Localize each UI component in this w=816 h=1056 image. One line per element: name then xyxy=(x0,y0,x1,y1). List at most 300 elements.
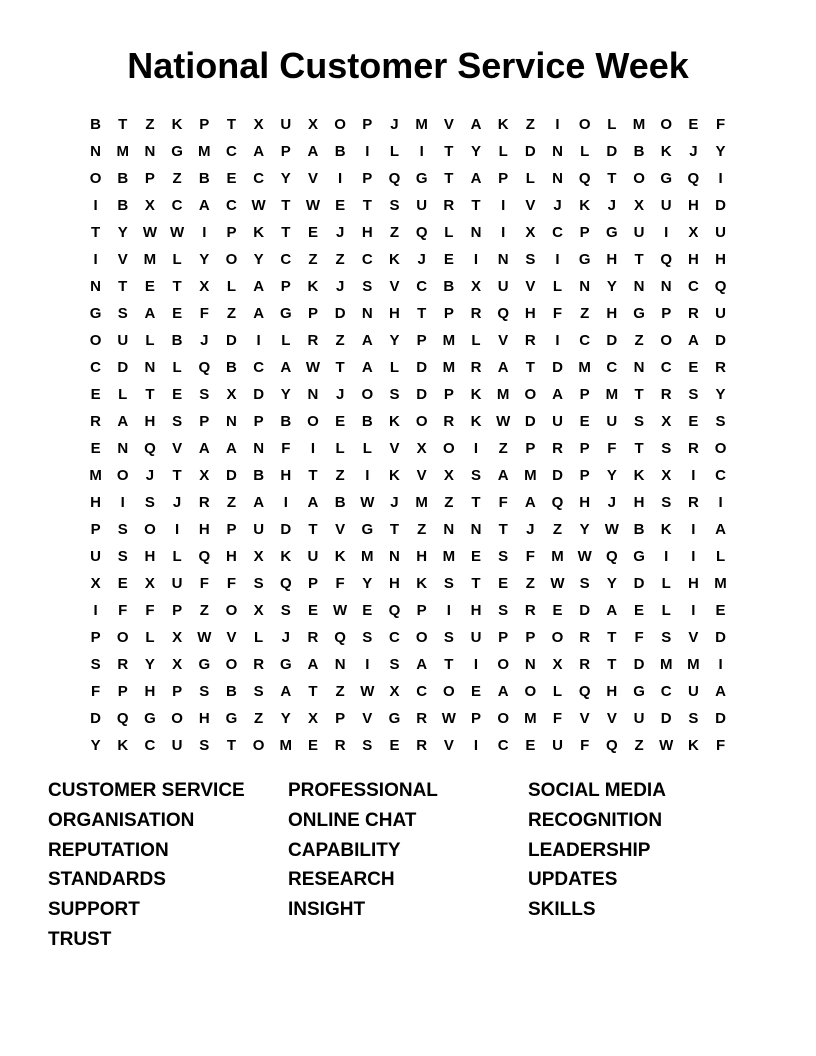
grid-cell: F xyxy=(552,305,563,322)
grid-cell: N xyxy=(443,521,455,538)
grid-cell: S xyxy=(199,683,210,700)
grid-cell: A xyxy=(226,440,237,457)
grid-cell: F xyxy=(715,116,726,133)
grid-cell: H xyxy=(90,494,101,511)
grid-cell: H xyxy=(144,683,156,700)
grid-cell: L xyxy=(552,683,563,700)
grid-cell: Q xyxy=(144,440,156,457)
grid-cell: Z xyxy=(580,305,590,322)
grid-cell: E xyxy=(117,575,128,592)
grid-cell: V xyxy=(226,629,237,646)
grid-cell: R xyxy=(524,602,536,619)
grid-cell: C xyxy=(416,683,428,700)
grid-cell: F xyxy=(715,737,726,754)
grid-cell: S xyxy=(470,467,481,484)
grid-cell: H xyxy=(715,251,726,268)
grid-cell: E xyxy=(144,278,155,295)
grid-cell: T xyxy=(172,278,182,295)
grid-cell: Y xyxy=(606,278,617,295)
grid-cell: E xyxy=(525,737,536,754)
grid-cell: V xyxy=(498,332,509,349)
grid-cell: G xyxy=(633,305,645,322)
grid-cell: U xyxy=(633,224,645,241)
grid-cell: C xyxy=(171,197,183,214)
grid-cell: O xyxy=(497,656,509,673)
grid-cell: L xyxy=(226,278,237,295)
grid-cell: E xyxy=(443,251,454,268)
grid-cell: I xyxy=(93,197,98,214)
grid-cell: S xyxy=(362,278,373,295)
grid-cell: M xyxy=(361,548,374,565)
grid-cell: B xyxy=(334,143,346,160)
grid-cell: Q xyxy=(388,602,401,619)
grid-cell: O xyxy=(89,170,102,187)
grid-cell: F xyxy=(525,548,535,565)
grid-cell: B xyxy=(443,278,455,295)
grid-cell: X xyxy=(172,656,183,673)
grid-cell: T xyxy=(607,656,617,673)
grid-cell: D xyxy=(606,332,618,349)
grid-cell: T xyxy=(525,359,535,376)
grid-cell: O xyxy=(660,332,673,349)
word-list-item: RECOGNITION xyxy=(528,809,663,831)
grid-cell: K xyxy=(470,386,482,403)
grid-cell: Q xyxy=(687,170,700,187)
grid-cell: J xyxy=(390,116,399,133)
grid-cell: I xyxy=(175,521,180,538)
grid-cell: Z xyxy=(552,521,563,538)
grid-cell: K xyxy=(389,413,400,430)
grid-cell: V xyxy=(389,440,400,457)
grid-cell: T xyxy=(362,197,372,214)
grid-cell: N xyxy=(334,656,346,673)
grid-cell: I xyxy=(473,251,479,268)
grid-cell: O xyxy=(578,116,591,133)
grid-cell: D xyxy=(633,656,645,673)
grid-cell: K xyxy=(660,143,672,160)
grid-cell: W xyxy=(496,413,511,430)
grid-cell: Z xyxy=(525,575,535,592)
grid-cell: C xyxy=(579,332,591,349)
grid-cell: I xyxy=(473,737,479,754)
grid-cell: T xyxy=(118,278,128,295)
grid-cell: G xyxy=(660,170,673,187)
grid-cell: Q xyxy=(497,305,509,322)
grid-cell: M xyxy=(89,467,102,484)
grid-row xyxy=(82,489,734,516)
grid-cell: O xyxy=(171,710,183,727)
grid-cell: C xyxy=(552,224,563,241)
grid-cell: O xyxy=(252,737,265,754)
grid-cell: T xyxy=(607,170,617,187)
grid-row xyxy=(82,516,734,543)
grid-cell: I xyxy=(446,602,451,619)
grid-cell: P xyxy=(280,143,291,160)
grid-cell: X xyxy=(416,440,427,457)
grid-cell: P xyxy=(443,386,454,403)
grid-cell: D xyxy=(90,710,101,727)
grid-cell: E xyxy=(362,602,373,619)
grid-cell: M xyxy=(415,494,428,511)
grid-cell: I xyxy=(120,494,125,511)
grid-cell: A xyxy=(253,494,265,511)
grid-cell: H xyxy=(687,575,699,592)
grid-cell: S xyxy=(661,629,672,646)
grid-cell: V xyxy=(606,710,617,727)
grid-cell: A xyxy=(280,683,292,700)
grid-cell: S xyxy=(389,386,400,403)
grid-cell: N xyxy=(524,656,536,673)
grid-cell: T xyxy=(471,197,481,214)
grid-cell: P xyxy=(525,440,536,457)
grid-cell: H xyxy=(389,575,400,592)
grid-cell: O xyxy=(497,710,509,727)
grid-cell: E xyxy=(90,440,101,457)
grid-cell: M xyxy=(198,143,211,160)
grid-cell: F xyxy=(607,440,617,457)
grid-cell: O xyxy=(116,629,129,646)
grid-cell: C xyxy=(715,467,726,484)
grid-cell: L xyxy=(145,332,155,349)
grid-cell: H xyxy=(226,548,237,565)
grid-cell: C xyxy=(226,197,237,214)
grid-cell: X xyxy=(307,710,318,727)
grid-cell: A xyxy=(198,440,210,457)
grid-cell: L xyxy=(145,629,155,646)
grid-cell: R xyxy=(552,440,563,457)
grid-cell: S xyxy=(199,737,210,754)
grid-cell: D xyxy=(715,710,726,727)
grid-cell: K xyxy=(334,548,346,565)
grid-cell: E xyxy=(226,170,237,187)
grid-cell: P xyxy=(362,170,373,187)
grid-cell: Z xyxy=(308,251,318,268)
grid-cell: H xyxy=(144,413,156,430)
grid-row xyxy=(82,678,734,705)
grid-cell: L xyxy=(118,386,128,403)
grid-cell: T xyxy=(308,467,318,484)
grid-cell: X xyxy=(90,575,101,592)
word-list-row xyxy=(48,925,768,955)
grid-cell: K xyxy=(497,116,509,133)
grid-cell: U xyxy=(606,413,618,430)
grid-cell: Q xyxy=(714,278,727,295)
grid-cell: V xyxy=(389,278,400,295)
grid-cell: I xyxy=(473,440,479,457)
word-list-item: ORGANISATION xyxy=(48,809,195,831)
grid-cell: B xyxy=(198,170,210,187)
grid-cell: U xyxy=(660,197,672,214)
grid-cell: D xyxy=(633,575,645,592)
grid-cell: N xyxy=(470,521,482,538)
grid-cell: I xyxy=(691,521,696,538)
grid-cell: R xyxy=(334,737,346,754)
grid-cell: M xyxy=(605,386,619,403)
grid-cell: L xyxy=(172,359,182,376)
grid-cell: P xyxy=(307,575,318,592)
grid-cell: T xyxy=(308,521,318,538)
grid-cell: G xyxy=(171,143,183,160)
grid-cell: S xyxy=(117,548,128,565)
grid-cell: P xyxy=(307,305,318,322)
grid-cell: M xyxy=(524,710,537,727)
grid-cell: C xyxy=(389,629,400,646)
grid-cell: N xyxy=(389,548,400,565)
grid-cell: W xyxy=(251,197,266,214)
grid-cell: N xyxy=(497,251,509,268)
grid-cell: F xyxy=(552,710,563,727)
grid-cell: E xyxy=(172,305,183,322)
word-list-item: CAPABILITY xyxy=(288,839,401,861)
grid-cell: T xyxy=(118,116,128,133)
grid-cell: G xyxy=(89,305,102,322)
grid-cell: Y xyxy=(579,521,590,538)
grid-cell: Z xyxy=(335,467,345,484)
grid-cell: N xyxy=(552,170,563,187)
grid-cell: P xyxy=(226,224,237,241)
grid-cell: L xyxy=(172,251,182,268)
grid-cell: O xyxy=(225,602,238,619)
grid-cell: B xyxy=(633,521,645,538)
grid-cell: H xyxy=(687,251,699,268)
grid-cell: R xyxy=(198,494,210,511)
grid-cell: X xyxy=(389,683,400,700)
grid-cell: D xyxy=(334,305,346,322)
grid-cell: C xyxy=(416,278,428,295)
grid-cell: Q xyxy=(578,683,591,700)
grid-cell: Y xyxy=(280,386,291,403)
grid-cell: D xyxy=(660,710,672,727)
grid-cell: R xyxy=(579,656,591,673)
word-list-item: RESEARCH xyxy=(288,869,395,891)
grid-cell: E xyxy=(470,548,481,565)
grid-cell: S xyxy=(280,602,291,619)
grid-cell: Z xyxy=(335,251,345,268)
grid-cell: Y xyxy=(280,710,291,727)
grid-cell: O xyxy=(361,386,374,403)
grid-cell: L xyxy=(389,359,400,376)
grid-cell: V xyxy=(416,467,427,484)
grid-cell: P xyxy=(144,170,155,187)
grid-cell: C xyxy=(606,359,618,376)
word-list-row xyxy=(48,895,768,925)
grid-cell: T xyxy=(226,116,237,133)
grid-cell: L xyxy=(362,440,372,457)
grid-row xyxy=(82,111,734,138)
grid-cell: U xyxy=(497,278,509,295)
grid-cell: B xyxy=(226,359,237,376)
grid-cell: J xyxy=(281,629,290,646)
grid-cell: O xyxy=(551,629,564,646)
grid-cell: P xyxy=(117,683,128,700)
grid-cell: A xyxy=(715,521,726,538)
grid-cell: J xyxy=(335,224,345,241)
grid-cell: E xyxy=(335,197,346,214)
grid-cell: I xyxy=(283,494,288,511)
grid-cell: B xyxy=(171,332,183,349)
grid-cell: Z xyxy=(172,170,182,187)
grid-cell: A xyxy=(198,197,210,214)
grid-cell: T xyxy=(281,197,291,214)
grid-cell: O xyxy=(116,467,129,484)
grid-cell: Y xyxy=(389,332,400,349)
grid-cell: C xyxy=(497,737,509,754)
grid-cell: M xyxy=(442,332,456,349)
grid-cell: T xyxy=(389,521,400,538)
grid-cell: J xyxy=(607,494,617,511)
grid-cell: V xyxy=(335,521,346,538)
grid-row xyxy=(82,624,734,651)
grid-cell: J xyxy=(390,494,399,511)
grid-row xyxy=(82,354,734,381)
grid-cell: M xyxy=(659,656,673,673)
grid-cell: E xyxy=(498,575,509,592)
grid-cell: W xyxy=(360,494,375,511)
grid-cell: H xyxy=(470,602,482,619)
grid-cell: N xyxy=(90,143,101,160)
grid-cell: K xyxy=(307,278,319,295)
grid-cell: Z xyxy=(498,440,508,457)
grid-cell: H xyxy=(198,521,210,538)
grid-cell: T xyxy=(172,467,182,484)
grid-cell: H xyxy=(361,224,373,241)
grid-cell: G xyxy=(225,710,238,727)
grid-cell: I xyxy=(365,467,370,484)
grid-cell: O xyxy=(442,683,455,700)
grid-cell: H xyxy=(280,467,292,484)
grid-cell: O xyxy=(307,413,319,430)
grid-cell: E xyxy=(389,737,400,754)
grid-cell: G xyxy=(633,683,645,700)
grid-cell: R xyxy=(307,332,319,349)
grid-row xyxy=(82,435,734,462)
grid-cell: G xyxy=(606,224,618,241)
grid-cell: E xyxy=(90,386,101,403)
grid-cell: O xyxy=(225,656,238,673)
grid-cell: Q xyxy=(334,629,346,646)
grid-cell: P xyxy=(199,116,210,133)
grid-cell: M xyxy=(415,116,428,133)
grid-cell: H xyxy=(389,305,400,322)
grid-cell: S xyxy=(634,413,645,430)
grid-cell: G xyxy=(144,710,156,727)
grid-cell: D xyxy=(579,602,591,619)
grid-cell: F xyxy=(580,737,590,754)
grid-row xyxy=(82,327,734,354)
word-list-item: SUPPORT xyxy=(48,899,140,921)
grid-cell: W xyxy=(577,548,592,565)
grid-cell: X xyxy=(172,629,183,646)
grid-cell: P xyxy=(226,521,237,538)
grid-cell: A xyxy=(416,656,428,673)
grid-cell: D xyxy=(552,359,563,376)
word-list-item: SKILLS xyxy=(528,899,596,921)
grid-cell: W xyxy=(604,521,619,538)
grid-cell: V xyxy=(688,629,699,646)
grid-cell: T xyxy=(335,359,345,376)
grid-cell: P xyxy=(253,413,264,430)
grid-cell: M xyxy=(496,386,510,403)
grid-cell: A xyxy=(497,683,509,700)
grid-cell: U xyxy=(715,305,726,322)
word-list-item: REPUTATION xyxy=(48,839,169,861)
grid-cell: H xyxy=(416,548,428,565)
grid-cell: F xyxy=(281,440,291,457)
grid-cell: L xyxy=(254,629,264,646)
word-list-item: INSIGHT xyxy=(288,899,366,921)
grid-cell: I xyxy=(555,251,560,268)
grid-cell: E xyxy=(335,413,346,430)
grid-cell: X xyxy=(307,116,318,133)
grid-cell: P xyxy=(199,413,210,430)
grid-cell: S xyxy=(688,710,699,727)
grid-cell: O xyxy=(415,629,428,646)
grid-cell: A xyxy=(307,494,319,511)
grid-cell: J xyxy=(145,467,155,484)
grid-cell: F xyxy=(91,683,101,700)
grid-cell: T xyxy=(607,629,617,646)
grid-cell: I xyxy=(691,548,696,565)
word-list-item: LEADERSHIP xyxy=(528,839,651,861)
grid-cell: R xyxy=(687,305,699,322)
grid-cell: P xyxy=(362,116,373,133)
grid-cell: U xyxy=(715,224,726,241)
grid-cell: S xyxy=(498,548,509,565)
grid-cell: U xyxy=(416,197,428,214)
grid-cell: J xyxy=(335,386,345,403)
grid-cell: V xyxy=(362,710,373,727)
grid-cell: E xyxy=(688,413,699,430)
grid-cell: T xyxy=(444,143,454,160)
grid-cell: M xyxy=(143,251,157,268)
grid-cell: E xyxy=(470,683,481,700)
grid-cell: O xyxy=(633,170,645,187)
grid-cell: E xyxy=(688,359,699,376)
grid-cell: Z xyxy=(634,737,644,754)
grid-cell: S xyxy=(688,386,699,403)
word-list-item: STANDARDS xyxy=(48,869,166,891)
grid-cell: P xyxy=(498,629,509,646)
grid-cell: D xyxy=(253,386,265,403)
grid-cell: I xyxy=(256,332,261,349)
grid-cell: K xyxy=(171,116,183,133)
grid-cell: L xyxy=(525,170,535,187)
grid-cell: S xyxy=(715,413,726,430)
grid-cell: M xyxy=(116,143,129,160)
grid-cell: Y xyxy=(715,386,726,403)
grid-cell: R xyxy=(524,332,536,349)
grid-cell: I xyxy=(718,494,723,511)
grid-row xyxy=(82,381,734,408)
grid-cell: O xyxy=(524,683,537,700)
grid-cell: I xyxy=(555,116,560,133)
grid-cell: X xyxy=(199,467,210,484)
grid-row xyxy=(82,543,734,570)
grid-cell: X xyxy=(253,116,264,133)
grid-cell: A xyxy=(470,116,482,133)
grid-cell: U xyxy=(171,575,183,592)
grid-cell: Z xyxy=(335,683,345,700)
grid-cell: G xyxy=(633,548,645,565)
grid-cell: L xyxy=(552,278,563,295)
grid-cell: D xyxy=(552,467,563,484)
grid-cell: D xyxy=(715,629,726,646)
grid-cell: W xyxy=(550,575,565,592)
grid-cell: P xyxy=(90,521,101,538)
grid-cell: R xyxy=(687,440,699,457)
grid-cell: M xyxy=(279,737,293,754)
grid-cell: C xyxy=(280,251,292,268)
